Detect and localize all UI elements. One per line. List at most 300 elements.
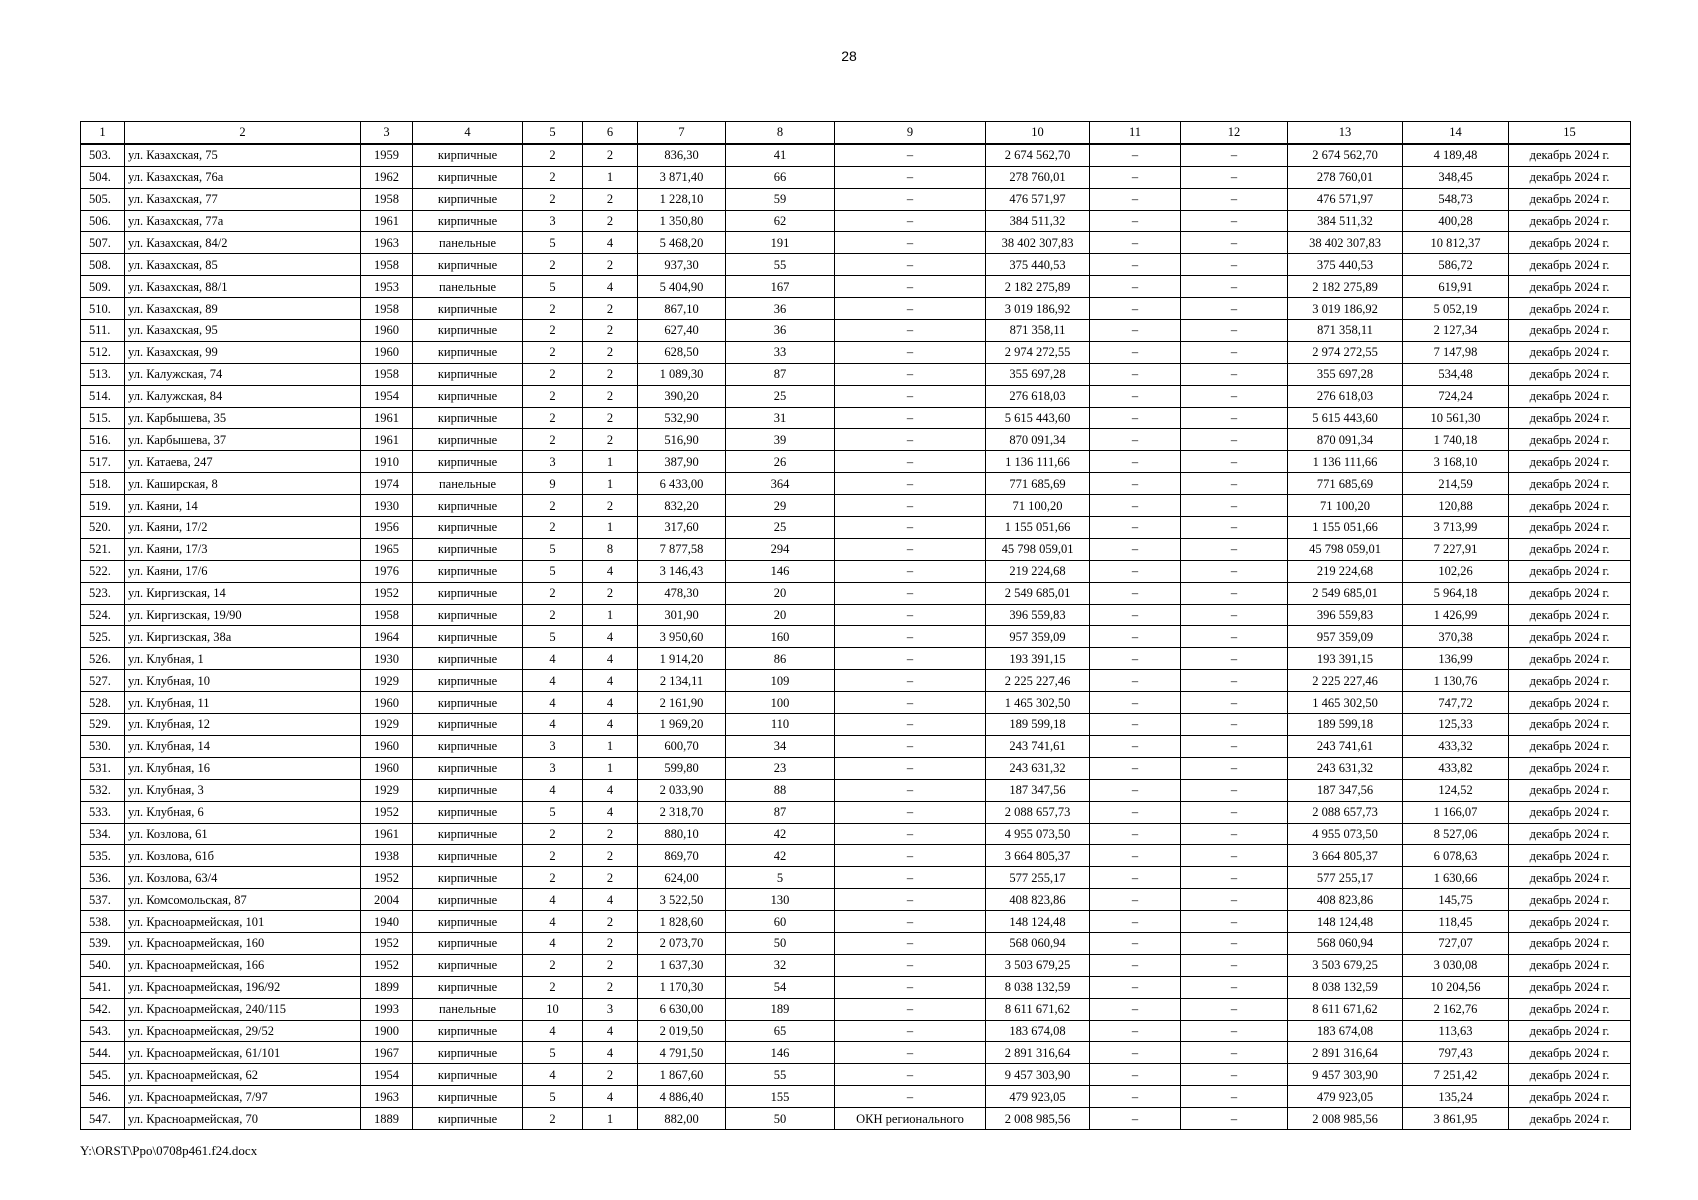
table-cell: ул. Каширская, 8 [125, 473, 361, 495]
table-cell: – [1090, 1108, 1181, 1130]
table-cell: 2 [583, 144, 638, 166]
table-cell: 130 [726, 889, 835, 911]
table-cell: – [1090, 254, 1181, 276]
table-cell: 1 828,60 [638, 911, 726, 933]
table-cell: 219 224,68 [1288, 560, 1403, 582]
table-cell: – [1181, 538, 1288, 560]
table-cell: 55 [726, 1064, 835, 1086]
table-cell: 1 130,76 [1403, 670, 1509, 692]
table-cell: 38 402 307,83 [1288, 232, 1403, 254]
table-cell: 243 631,32 [1288, 757, 1403, 779]
table-cell: ул. Красноармейская, 196/92 [125, 976, 361, 998]
table-cell: 3 [583, 998, 638, 1020]
table-body [81, 144, 1631, 1130]
table-cell: 2 [523, 954, 583, 976]
table-row [81, 1064, 1631, 1086]
table-cell: 189 599,18 [986, 714, 1090, 736]
table-cell: 1 [583, 473, 638, 495]
table-cell: 276 618,03 [1288, 385, 1403, 407]
table-cell: 871 358,11 [986, 320, 1090, 342]
table-cell: 514. [81, 385, 125, 407]
column-header: 6 [583, 122, 638, 144]
table-cell: кирпичные [413, 626, 523, 648]
table-cell: декабрь 2024 г. [1509, 254, 1631, 276]
table-cell: 120,88 [1403, 495, 1509, 517]
table-cell: декабрь 2024 г. [1509, 911, 1631, 933]
table-cell: 1953 [361, 276, 413, 298]
table-cell: – [835, 166, 986, 188]
table-cell: декабрь 2024 г. [1509, 298, 1631, 320]
table-cell: 3 664 805,37 [986, 845, 1090, 867]
table-cell: – [835, 144, 986, 166]
column-header: 1 [81, 122, 125, 144]
table-cell: 193 391,15 [1288, 648, 1403, 670]
table-cell: 1960 [361, 735, 413, 757]
table-cell: 1962 [361, 166, 413, 188]
table-cell: кирпичные [413, 363, 523, 385]
table-cell: кирпичные [413, 320, 523, 342]
table-cell: декабрь 2024 г. [1509, 954, 1631, 976]
table-cell: 2 [583, 341, 638, 363]
table-cell: декабрь 2024 г. [1509, 1086, 1631, 1108]
table-cell: 507. [81, 232, 125, 254]
table-row [81, 341, 1631, 363]
table-cell: декабрь 2024 г. [1509, 1108, 1631, 1130]
table-cell: – [1181, 320, 1288, 342]
table-cell: 5 404,90 [638, 276, 726, 298]
table-cell: 317,60 [638, 517, 726, 539]
table-row [81, 867, 1631, 889]
table-cell: 34 [726, 735, 835, 757]
table-cell: 532. [81, 779, 125, 801]
table-cell: кирпичные [413, 538, 523, 560]
table-row [81, 626, 1631, 648]
table-cell: – [1090, 429, 1181, 451]
table-cell: – [1090, 320, 1181, 342]
table-cell: 577 255,17 [986, 867, 1090, 889]
table-cell: – [1090, 363, 1181, 385]
table-cell: 187 347,56 [1288, 779, 1403, 801]
table-cell: 125,33 [1403, 714, 1509, 736]
table-cell: – [1181, 1064, 1288, 1086]
table-cell: кирпичные [413, 757, 523, 779]
table-cell: – [1181, 976, 1288, 998]
table-cell: 5 [523, 626, 583, 648]
table-cell: 2004 [361, 889, 413, 911]
table-row [81, 166, 1631, 188]
table-cell: 508. [81, 254, 125, 276]
table-cell: – [1181, 1086, 1288, 1108]
table-cell: 59 [726, 188, 835, 210]
table-cell: 2 [523, 144, 583, 166]
table-cell: 124,52 [1403, 779, 1509, 801]
table-cell: 390,20 [638, 385, 726, 407]
table-cell: 4 955 073,50 [1288, 823, 1403, 845]
table-cell: 7 877,58 [638, 538, 726, 560]
table-cell: 2 [583, 823, 638, 845]
table-cell: – [1090, 210, 1181, 232]
table-cell: кирпичные [413, 911, 523, 933]
table-cell: декабрь 2024 г. [1509, 889, 1631, 911]
table-cell: – [835, 363, 986, 385]
table-cell: 517. [81, 451, 125, 473]
table-cell: 1963 [361, 1086, 413, 1108]
table-cell: 148 124,48 [1288, 911, 1403, 933]
table-cell: 2 [523, 1108, 583, 1130]
table-cell: 42 [726, 823, 835, 845]
table-cell: декабрь 2024 г. [1509, 144, 1631, 166]
table-cell: ул. Клубная, 11 [125, 692, 361, 714]
table-row [81, 714, 1631, 736]
table-cell: – [1090, 604, 1181, 626]
table-cell: ул. Красноармейская, 70 [125, 1108, 361, 1130]
table-row [81, 232, 1631, 254]
table-cell: 102,26 [1403, 560, 1509, 582]
table-cell: 880,10 [638, 823, 726, 845]
table-cell: – [1181, 735, 1288, 757]
table-cell: 4 [583, 889, 638, 911]
table-cell: 519. [81, 495, 125, 517]
table-cell: 396 559,83 [1288, 604, 1403, 626]
table-cell: декабрь 2024 г. [1509, 407, 1631, 429]
table-cell: 2 [523, 976, 583, 998]
table-cell: 433,32 [1403, 735, 1509, 757]
table-cell: декабрь 2024 г. [1509, 1064, 1631, 1086]
table-row [81, 320, 1631, 342]
table-cell: ул. Красноармейская, 160 [125, 932, 361, 954]
table-cell: 2 [523, 298, 583, 320]
table-cell: 2 [523, 517, 583, 539]
table-cell: кирпичные [413, 1064, 523, 1086]
table-cell: – [1090, 757, 1181, 779]
table-cell: – [835, 188, 986, 210]
table-cell: 8 038 132,59 [1288, 976, 1403, 998]
table-cell: – [1090, 1086, 1181, 1108]
table-row [81, 1042, 1631, 1064]
table-cell: 599,80 [638, 757, 726, 779]
table-cell: декабрь 2024 г. [1509, 341, 1631, 363]
table-row [81, 188, 1631, 210]
table-cell: 532,90 [638, 407, 726, 429]
table-cell: 187 347,56 [986, 779, 1090, 801]
table-cell: 836,30 [638, 144, 726, 166]
table-cell: 2 891 316,64 [1288, 1042, 1403, 1064]
table-cell: ул. Казахская, 77 [125, 188, 361, 210]
table-cell: 87 [726, 363, 835, 385]
table-cell: 3 713,99 [1403, 517, 1509, 539]
table-cell: 2 974 272,55 [1288, 341, 1403, 363]
table-cell: 20 [726, 604, 835, 626]
table-cell: 2 [583, 932, 638, 954]
table-cell: 505. [81, 188, 125, 210]
table-cell: 2 162,76 [1403, 998, 1509, 1020]
table-cell: ул. Киргизская, 14 [125, 582, 361, 604]
table-cell: – [835, 735, 986, 757]
table-cell: 1 [583, 166, 638, 188]
table-cell: 5 964,18 [1403, 582, 1509, 604]
table-cell: – [1181, 582, 1288, 604]
table-cell: ул. Клубная, 3 [125, 779, 361, 801]
table-cell: – [1181, 889, 1288, 911]
table-cell: 957 359,09 [1288, 626, 1403, 648]
table-cell: – [1090, 166, 1181, 188]
table-cell: 771 685,69 [1288, 473, 1403, 495]
table-cell: 525. [81, 626, 125, 648]
table-cell: кирпичные [413, 385, 523, 407]
table-cell: 1889 [361, 1108, 413, 1130]
table-cell: – [835, 517, 986, 539]
table-cell: 66 [726, 166, 835, 188]
table-cell: кирпичные [413, 451, 523, 473]
table-cell: 2 318,70 [638, 801, 726, 823]
table-row [81, 604, 1631, 626]
table-cell: кирпичные [413, 166, 523, 188]
page-number: 28 [841, 48, 857, 64]
table-cell: 2 [523, 254, 583, 276]
table-cell: 5 468,20 [638, 232, 726, 254]
table-cell: – [1090, 823, 1181, 845]
table-cell: 4 [523, 692, 583, 714]
table-cell: 1974 [361, 473, 413, 495]
table-cell: 1929 [361, 714, 413, 736]
table-cell: 348,45 [1403, 166, 1509, 188]
table-cell: 387,90 [638, 451, 726, 473]
table-cell: панельные [413, 473, 523, 495]
table-cell: декабрь 2024 г. [1509, 166, 1631, 188]
table-cell: 189 599,18 [1288, 714, 1403, 736]
table-cell: ул. Калужская, 84 [125, 385, 361, 407]
table-cell: 3 522,50 [638, 889, 726, 911]
table-cell: кирпичные [413, 823, 523, 845]
table-cell: кирпичные [413, 954, 523, 976]
table-row [81, 210, 1631, 232]
table-cell: 8 527,06 [1403, 823, 1509, 845]
table-cell: 1 228,10 [638, 188, 726, 210]
table-cell: 1961 [361, 407, 413, 429]
table-cell: 1929 [361, 670, 413, 692]
table-cell: кирпичные [413, 1108, 523, 1130]
table-cell: – [1181, 648, 1288, 670]
table-cell: 4 [583, 801, 638, 823]
table-cell: 568 060,94 [986, 932, 1090, 954]
table-cell: 870 091,34 [1288, 429, 1403, 451]
table-cell: 109 [726, 670, 835, 692]
table-row [81, 757, 1631, 779]
table-cell: 100 [726, 692, 835, 714]
table-cell: кирпичные [413, 845, 523, 867]
table-row [81, 1086, 1631, 1108]
table-cell: кирпичные [413, 341, 523, 363]
table-cell: 522. [81, 560, 125, 582]
table-row [81, 276, 1631, 298]
table-cell: кирпичные [413, 1086, 523, 1108]
table-cell: – [1090, 867, 1181, 889]
table-cell: 832,20 [638, 495, 726, 517]
table-cell: ул. Киргизская, 38а [125, 626, 361, 648]
table-cell: 31 [726, 407, 835, 429]
table-cell: декабрь 2024 г. [1509, 232, 1631, 254]
table-cell: 548,73 [1403, 188, 1509, 210]
table-cell: – [1090, 692, 1181, 714]
table-cell: 276 618,03 [986, 385, 1090, 407]
table-cell: декабрь 2024 г. [1509, 429, 1631, 451]
table-cell: декабрь 2024 г. [1509, 320, 1631, 342]
table-cell: – [835, 779, 986, 801]
table-cell: кирпичные [413, 210, 523, 232]
table-cell: 1 155 051,66 [986, 517, 1090, 539]
table-cell: – [835, 867, 986, 889]
table-cell: ул. Карбышева, 37 [125, 429, 361, 451]
column-header: 11 [1090, 122, 1181, 144]
table-cell: 1952 [361, 867, 413, 889]
table-cell: 1 [583, 604, 638, 626]
table-cell: 539. [81, 932, 125, 954]
table-cell: 523. [81, 582, 125, 604]
table-row [81, 779, 1631, 801]
table-cell: ул. Каяни, 17/2 [125, 517, 361, 539]
table-cell: 2 [583, 363, 638, 385]
table-cell: 364 [726, 473, 835, 495]
table-cell: ул. Казахская, 99 [125, 341, 361, 363]
table-cell: ул. Казахская, 89 [125, 298, 361, 320]
table-cell: – [1181, 232, 1288, 254]
table-cell: ул. Калужская, 74 [125, 363, 361, 385]
table-cell: 183 674,08 [986, 1020, 1090, 1042]
table-cell: 4 [523, 648, 583, 670]
table-cell: 4 [583, 1042, 638, 1064]
table-cell: 5 [523, 801, 583, 823]
table-row [81, 845, 1631, 867]
table-cell: 2 549 685,01 [986, 582, 1090, 604]
table-cell: 4 [583, 692, 638, 714]
table-cell: – [835, 604, 986, 626]
table-cell: – [1181, 1042, 1288, 1064]
table-cell: 2 [583, 1064, 638, 1086]
table-cell: 533. [81, 801, 125, 823]
table-cell: 600,70 [638, 735, 726, 757]
table-cell: 71 100,20 [1288, 495, 1403, 517]
table-cell: 624,00 [638, 867, 726, 889]
table-cell: – [835, 998, 986, 1020]
table-cell: кирпичные [413, 407, 523, 429]
table-cell: 8 611 671,62 [986, 998, 1090, 1020]
table-row [81, 932, 1631, 954]
table-row [81, 254, 1631, 276]
table-cell: 2 674 562,70 [1288, 144, 1403, 166]
table-cell: кирпичные [413, 298, 523, 320]
table-cell: – [1181, 166, 1288, 188]
table-cell: 627,40 [638, 320, 726, 342]
table-cell: ул. Казахская, 75 [125, 144, 361, 166]
table-cell: 5 [523, 1086, 583, 1108]
table-cell: 1930 [361, 648, 413, 670]
table-cell: 86 [726, 648, 835, 670]
table-cell: кирпичные [413, 648, 523, 670]
table-cell: – [835, 451, 986, 473]
table-cell: декабрь 2024 г. [1509, 976, 1631, 998]
table-cell: декабрь 2024 г. [1509, 188, 1631, 210]
table-cell: 41 [726, 144, 835, 166]
table-cell: 2 [523, 363, 583, 385]
table-cell: – [1090, 582, 1181, 604]
table-cell: 3 950,60 [638, 626, 726, 648]
table-cell: ул. Катаева, 247 [125, 451, 361, 473]
table-cell: 1958 [361, 188, 413, 210]
table-cell: 3 [523, 735, 583, 757]
table-cell: 408 823,86 [1288, 889, 1403, 911]
table-cell: 375 440,53 [1288, 254, 1403, 276]
table-row [81, 363, 1631, 385]
table-cell: ул. Клубная, 6 [125, 801, 361, 823]
table-cell: – [1181, 911, 1288, 933]
table-cell: ул. Красноармейская, 62 [125, 1064, 361, 1086]
table-cell: 278 760,01 [986, 166, 1090, 188]
table-cell: 60 [726, 911, 835, 933]
table-row [81, 976, 1631, 998]
table-cell: 2 008 985,56 [1288, 1108, 1403, 1130]
table-cell: 384 511,32 [1288, 210, 1403, 232]
table-cell: – [1181, 407, 1288, 429]
table-cell: 189 [726, 998, 835, 1020]
table-cell: 2 [523, 867, 583, 889]
table-cell: – [835, 582, 986, 604]
table-cell: – [1090, 298, 1181, 320]
table-cell: декабрь 2024 г. [1509, 845, 1631, 867]
table-row [81, 692, 1631, 714]
table-cell: – [835, 276, 986, 298]
table-cell: 301,90 [638, 604, 726, 626]
table-cell: – [835, 845, 986, 867]
table-cell: ул. Казахская, 88/1 [125, 276, 361, 298]
table-cell: 4 [523, 670, 583, 692]
table-cell: 408 823,86 [986, 889, 1090, 911]
column-header: 14 [1403, 122, 1509, 144]
table-cell: – [1090, 144, 1181, 166]
table-cell: – [1090, 801, 1181, 823]
table-cell: – [1090, 473, 1181, 495]
table-cell: 2 [583, 407, 638, 429]
table-cell: 4 [583, 670, 638, 692]
table-cell: 527. [81, 670, 125, 692]
table-cell: 1 630,66 [1403, 867, 1509, 889]
table-cell: ул. Клубная, 14 [125, 735, 361, 757]
table-cell: 867,10 [638, 298, 726, 320]
table-cell: 9 457 303,90 [986, 1064, 1090, 1086]
table-cell: – [1181, 932, 1288, 954]
table-cell: – [835, 714, 986, 736]
table-cell: 882,00 [638, 1108, 726, 1130]
table-cell: – [1181, 210, 1288, 232]
table-cell: 2 019,50 [638, 1020, 726, 1042]
table-row [81, 385, 1631, 407]
table-cell: 167 [726, 276, 835, 298]
table-cell: 9 [523, 473, 583, 495]
table-cell: – [835, 911, 986, 933]
table-cell: 771 685,69 [986, 473, 1090, 495]
table-cell: 10 204,56 [1403, 976, 1509, 998]
table-cell: – [1090, 341, 1181, 363]
table-cell: 8 [583, 538, 638, 560]
table-cell: 1 [583, 451, 638, 473]
table-cell: 1958 [361, 298, 413, 320]
table-cell: декабрь 2024 г. [1509, 560, 1631, 582]
table-cell: 1900 [361, 1020, 413, 1042]
table-row [81, 144, 1631, 166]
table-cell: ул. Клубная, 16 [125, 757, 361, 779]
table-cell: – [1181, 801, 1288, 823]
table-cell: 219 224,68 [986, 560, 1090, 582]
table-cell: кирпичные [413, 1020, 523, 1042]
